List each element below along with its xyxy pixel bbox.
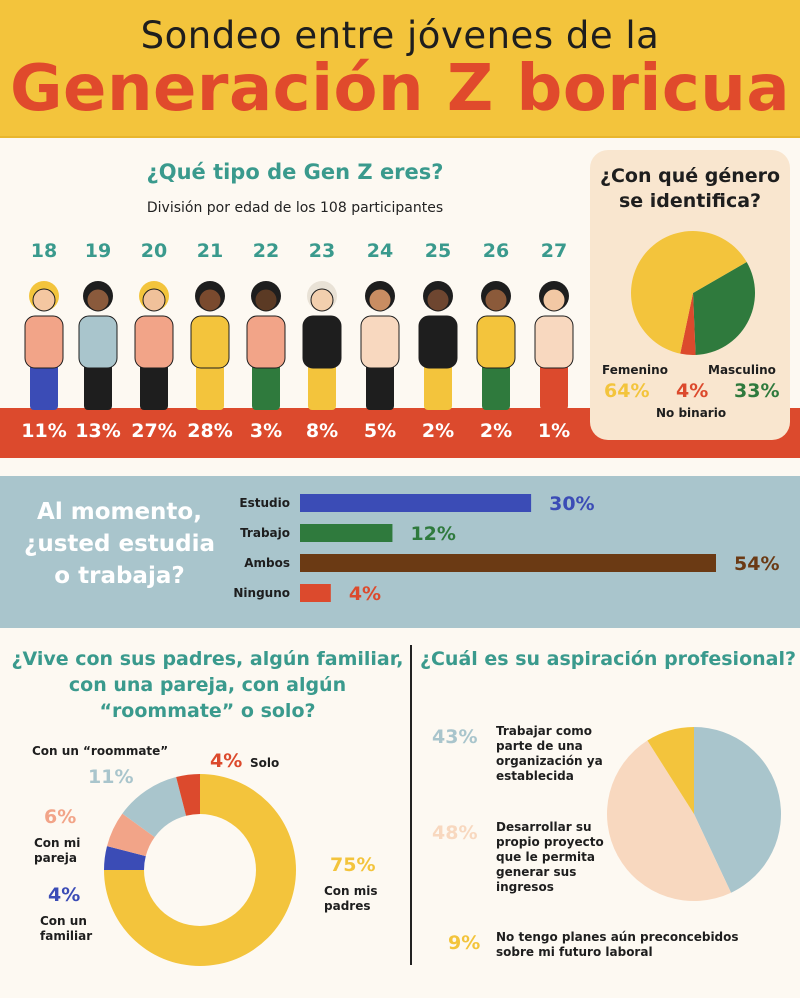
person-figure [477,281,515,410]
aspiration-chart-title: ¿Cuál es su aspiración profesional? [419,648,797,670]
age-label: 27 [540,240,568,262]
study-work-value-label: 4% [348,583,382,605]
living-value-padres: 75% [330,854,376,876]
study-work-bar-chart [0,476,800,628]
living-value-roommate: 11% [88,766,134,788]
person-figure [247,281,285,410]
age-label: 19 [84,240,112,262]
person-figure [303,281,341,410]
study-work-title: Al momento, ¿usted estudia o trabaja? [24,499,215,589]
aspiration-value-proyecto: 48% [432,822,478,844]
living-value-solo: 4% [210,750,243,772]
study-work-category-label: Trabajo [240,526,290,540]
gender-label-femenino: Femenino [602,363,668,377]
age-percent-label: 5% [363,420,397,442]
living-label-pareja: Con mi pareja [34,836,81,865]
person-figure [191,281,229,410]
age-percent-label: 11% [21,420,67,442]
age-percent-label: 28% [187,420,233,442]
gender-chart-title [590,164,790,214]
study-work-category-label: Estudio [239,496,290,510]
age-percent-label: 8% [305,420,339,442]
study-work-bar [300,584,331,602]
living-chart-title: ¿Vive con sus padres, algún familiar, con una pareja, con algún “roommate” o solo? [11,648,404,722]
people-illustration [0,270,590,410]
section-divider [410,645,412,965]
age-label: 21 [196,240,224,262]
study-work-category-label: Ninguno [233,586,290,600]
header-line2: Generación Z boricua [10,52,790,126]
aspiration-label-sinplanes: No tengo planes aún preconcebidos sobre mi futuro laboral [496,930,739,959]
age-percent-label: 1% [537,420,571,442]
age-label: 22 [252,240,280,262]
age-label: 23 [308,240,336,262]
study-work-category-label: Ambos [244,556,290,570]
gender-pie-chart [628,228,758,358]
age-percent-label: 13% [75,420,121,442]
header-line1: Sondeo entre jóvenes de la [140,14,660,57]
person-figure [361,281,399,410]
gender-chart-title-text: ¿Con qué género se identifica? [599,165,781,212]
person-figure [25,281,63,410]
living-label-padres: Con mis padres [324,884,378,913]
age-label: 20 [140,240,168,262]
study-work-value-label: 54% [734,553,780,575]
living-label-solo: Solo [250,756,280,770]
living-donut-chart [100,770,300,970]
age-chart-title: ¿Qué tipo de Gen Z eres? [146,160,444,184]
living-value-familiar: 4% [48,884,81,906]
age-label: 24 [366,240,394,262]
age-percent-label: 3% [249,420,283,442]
person-figure [79,281,117,410]
study-work-bar [300,554,716,572]
age-percent-label: 2% [421,420,455,442]
aspiration-label-proyecto: Desarrollar su propio proyecto que le permita generar sus ingresos [496,820,604,894]
age-chart-subtitle: División por edad de los 108 participantes [146,200,444,216]
person-figure [535,281,573,410]
living-value-pareja: 6% [44,806,77,828]
person-figure [135,281,173,410]
age-percent-label: 2% [479,420,513,442]
aspiration-label-organizacion: Trabajar como parte de una organización ya establecida [496,724,603,783]
gender-value-masculino: 33% [734,380,780,402]
age-percent-label: 27% [131,420,177,442]
age-label: 25 [424,240,452,262]
gender-label-nobinario: No binario [656,406,727,420]
living-label-familiar: Con un familiar [40,914,93,943]
aspiration-value-organizacion: 43% [432,726,478,748]
gender-value-nobinario: 4% [676,380,709,402]
gender-value-femenino: 64% [604,380,650,402]
study-work-value-label: 30% [549,493,595,515]
study-work-bar [300,494,531,512]
person-figure [419,281,457,410]
gender-label-masculino: Masculino [708,363,776,377]
age-label: 26 [482,240,510,262]
study-work-value-label: 12% [410,523,456,545]
living-label-roommate: Con un “roommate” [32,744,169,758]
study-work-bar [300,524,392,542]
aspiration-pie-chart [604,724,784,904]
age-label: 18 [30,240,58,262]
aspiration-value-sinplanes: 9% [448,932,481,954]
